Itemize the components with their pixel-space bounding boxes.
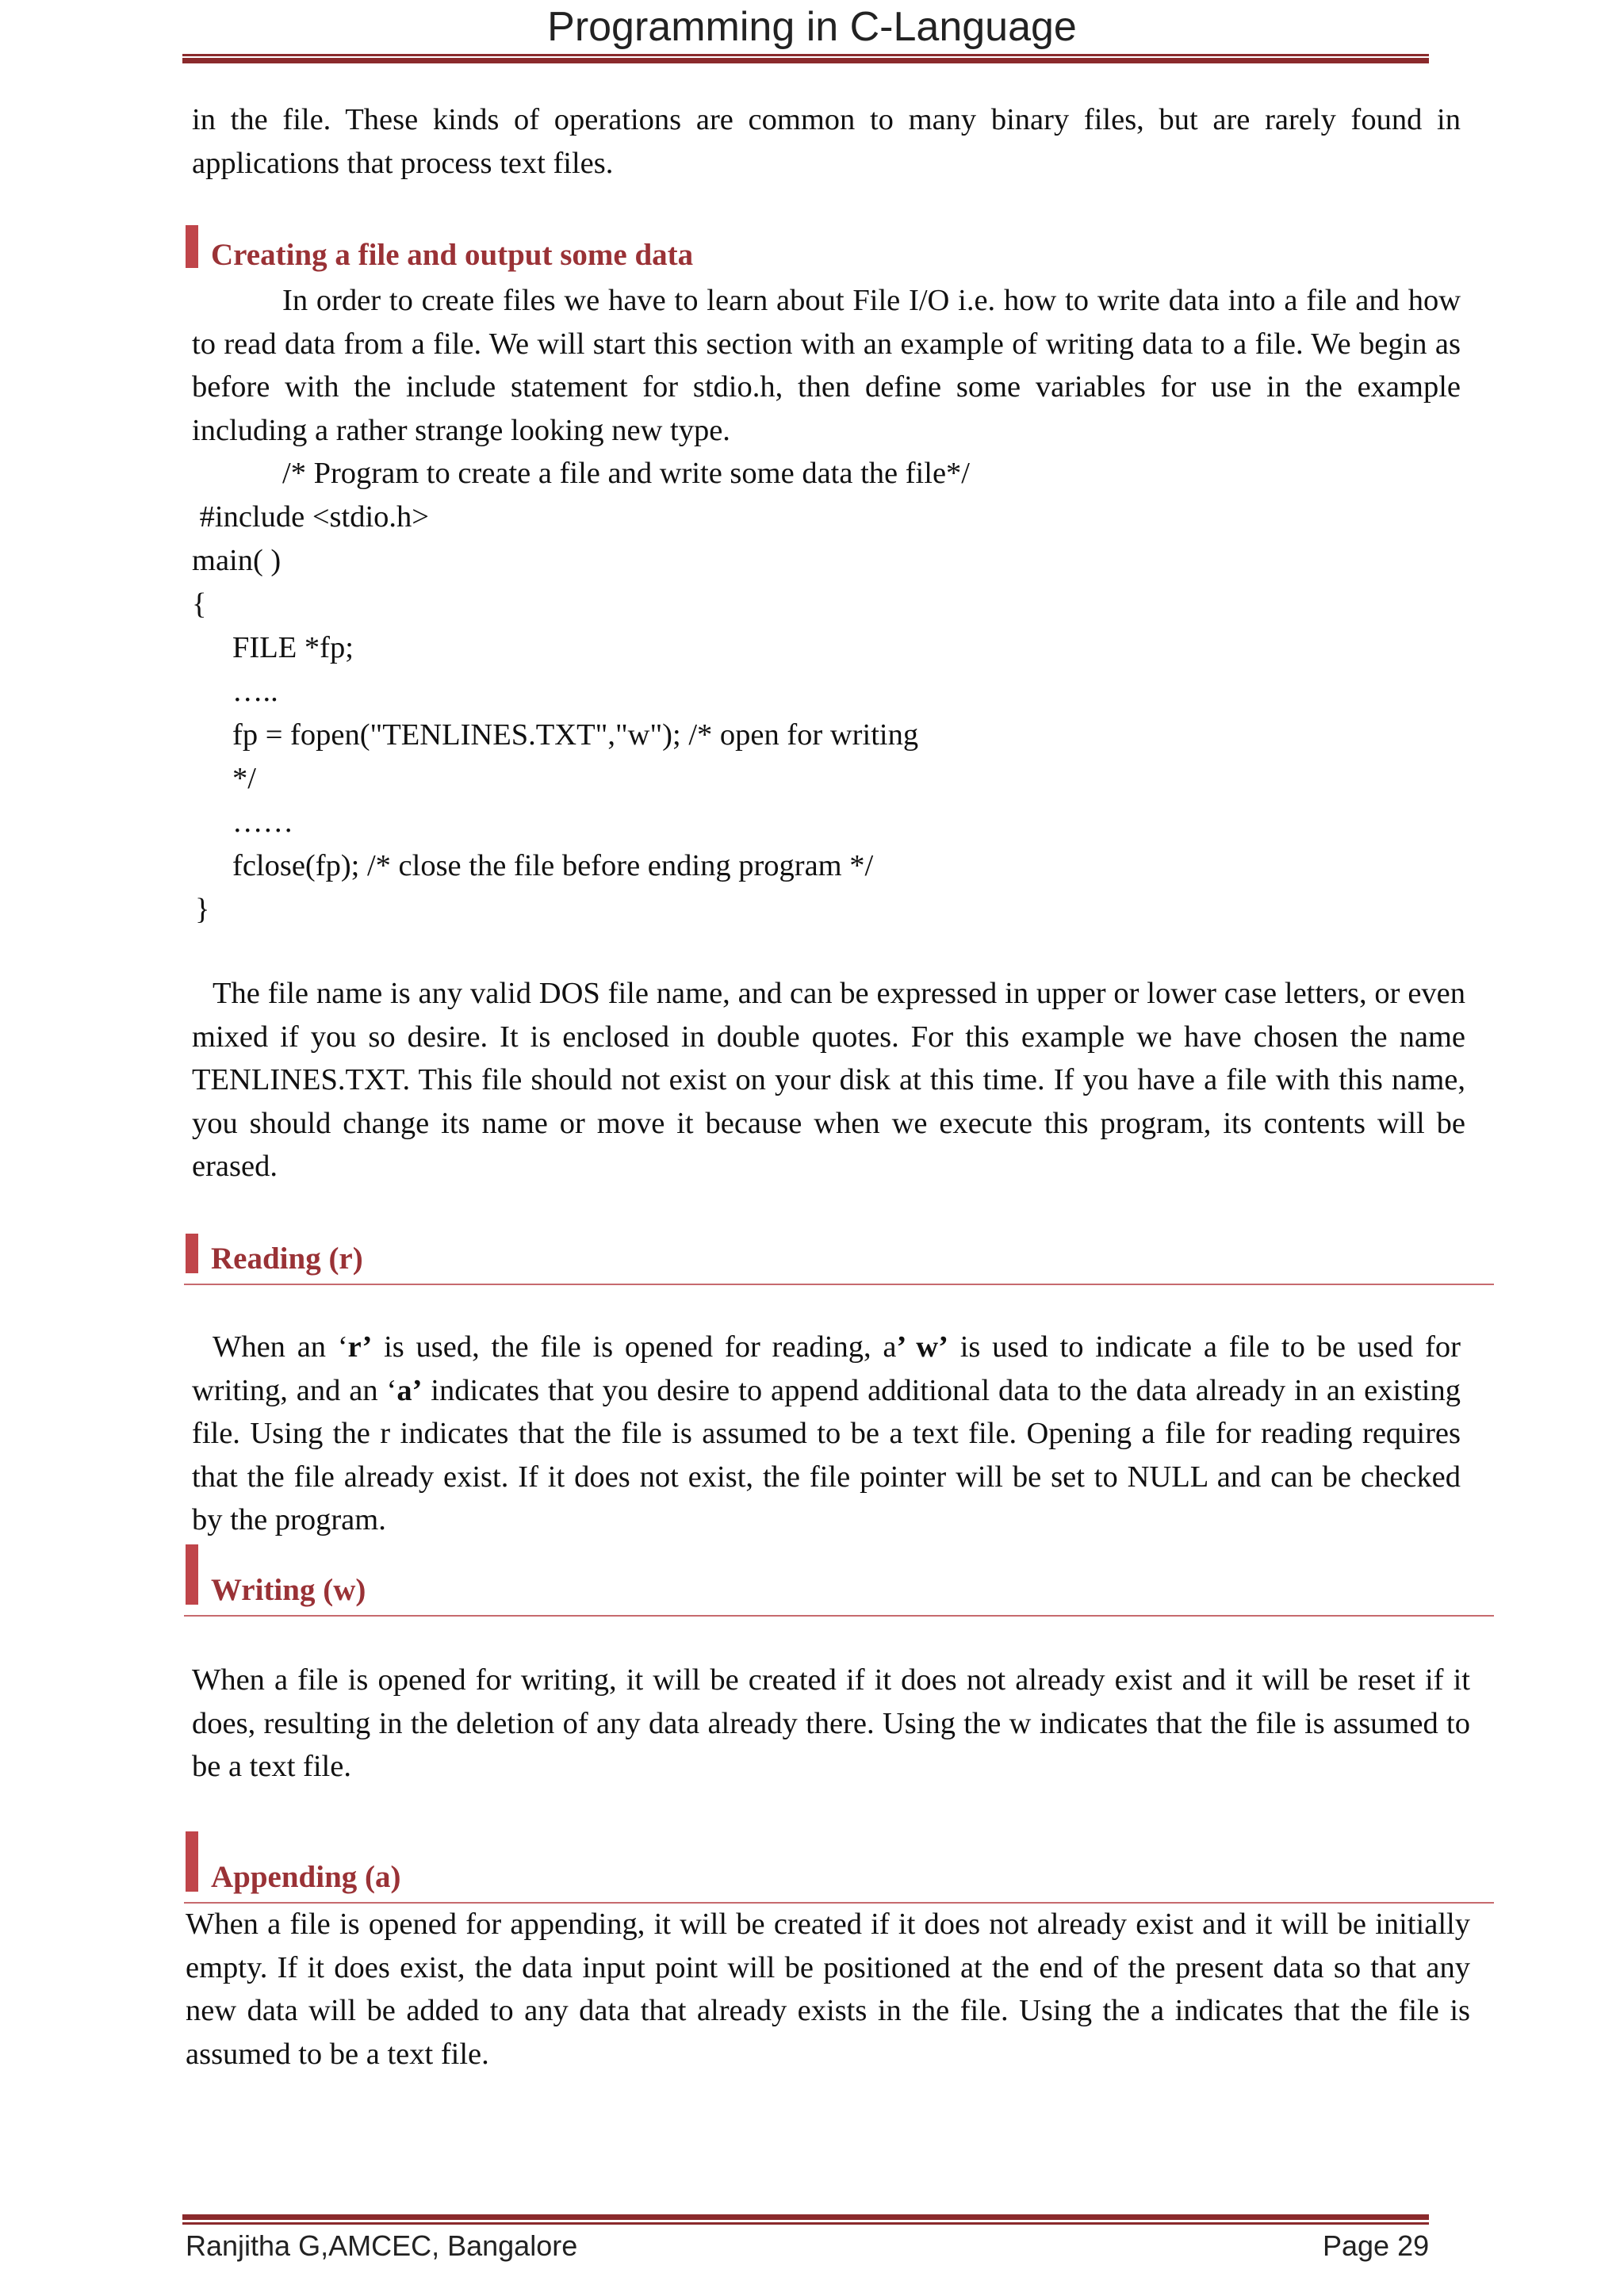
- intro-paragraph: in the file. These kinds of operations are common to many binary files, but are rarely found in applications that process text files.: [192, 103, 1461, 180]
- footer-page-number: Page 29: [1323, 2229, 1430, 2262]
- code-line: fp = fopen("TENLINES.TXT","w"); /* open for writing: [232, 718, 919, 752]
- footer-rule-thin: [182, 2222, 1429, 2225]
- section4-paragraph: When a file is opened for appending, it will be created if it does not already exist and it will be initially empty. If it does exist, the data input point will be positioned at the end of the present data so that any new data will be added to any data that already exists in the file. Using the a indicates that the file is assumed to be a text file.: [186, 1908, 1470, 2071]
- mode-w-code: ’ w’: [896, 1330, 948, 1364]
- header-rule-thin: [182, 54, 1429, 56]
- code-line: #include <stdio.h>: [192, 500, 429, 534]
- code-line: {: [192, 587, 207, 621]
- text-run: When an ‘: [213, 1330, 348, 1364]
- code-line: */: [232, 762, 256, 795]
- mode-a-code: a’: [396, 1373, 423, 1407]
- code-line: ……: [232, 806, 293, 839]
- section-heading-writing: Writing (w): [211, 1573, 366, 1607]
- text-run: is used, the file is opened for reading, a: [372, 1330, 897, 1364]
- section1-paragraph: In order to create files we have to learn about File I/O i.e. how to write data into a file and how to read data from a file. We will start this section with an example of writing data to a file. We begin as before with the include statement for stdio.h, then define some variables for use in the example including a rather strange looking new type.: [192, 284, 1461, 447]
- code-line: FILE *fp;: [232, 631, 354, 664]
- section-heading-appending: Appending (a): [211, 1860, 401, 1894]
- footer-rule-thick: [182, 2214, 1429, 2220]
- section3-paragraph: When a file is opened for writing, it will be created if it does not already exist and it will be reset if it does, resulting in the deletion of any data already there. Using the w indicates that the file is assumed to be a text file.: [192, 1663, 1470, 1783]
- code-line: }: [195, 893, 210, 926]
- section-underline: [184, 1615, 1494, 1617]
- section1-paragraph-2: The file name is any valid DOS file name, and can be expressed in upper or lower case letters, or even mixed if you so desire. It is enclosed in double quotes. For this example we have chosen the name TENLINES.TXT. This file should not exist on your disk at this time. If you have a file with this name, you should change its name or move it because when we execute this program, its contents will be erased.: [192, 977, 1465, 1183]
- section-heading-creating: Creating a file and output some data: [211, 238, 694, 272]
- page-header-title: Programming in C-Language: [547, 4, 1077, 50]
- code-line: /* Program to create a file and write some data the file*/: [282, 457, 970, 490]
- code-line: fclose(fp); /* close the file before ending program */: [232, 849, 874, 882]
- section2-paragraph: [192, 1326, 1461, 1542]
- section-underline: [184, 1284, 1494, 1285]
- text-run: indicates that you desire to append additional data to the data already in an existing file. Using the r indicates that the file is assumed to be a text file. Opening a file for reading requires that the file already exist. If it does not exist, the file pointer will be set to NULL and can be checked by the program.: [192, 1373, 1461, 1536]
- section-marker: [186, 1544, 198, 1605]
- section-heading-reading: Reading (r): [211, 1242, 363, 1276]
- code-line: main( ): [192, 544, 282, 577]
- mode-r-code: r’: [347, 1330, 373, 1364]
- text-run: is used to indicate a file to be used for writing, and an ‘: [192, 1330, 1461, 1407]
- section-marker: [186, 225, 198, 268]
- section-marker: [186, 1234, 198, 1273]
- header-rule-thick: [182, 58, 1429, 63]
- code-line: …..: [232, 675, 278, 708]
- section-marker: [186, 1831, 198, 1892]
- footer-author: Ranjitha G,AMCEC, Bangalore: [186, 2229, 578, 2262]
